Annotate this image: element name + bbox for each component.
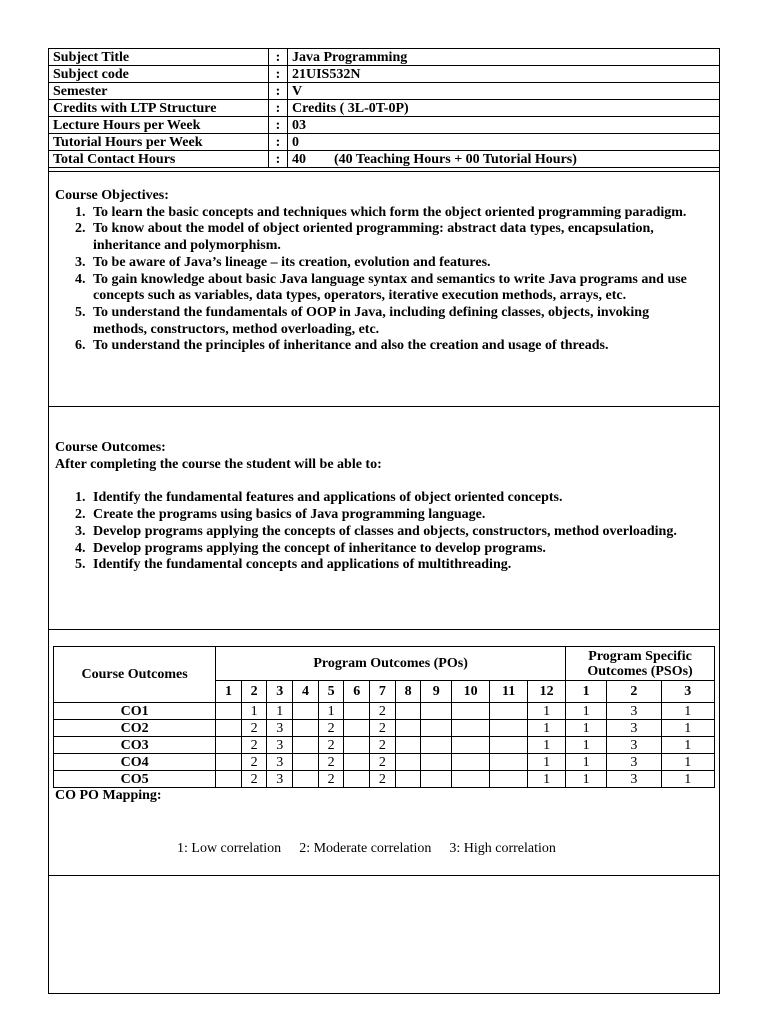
info-row-subject-title: [49, 49, 719, 66]
info-separator: :: [269, 151, 288, 168]
objectives-heading: Course Objectives:: [55, 188, 169, 203]
po-cell: 2: [318, 754, 344, 771]
objective-item: 4. To gain knowledge about basic Java language syntax and semantics to write Java programs and use concepts such as variables, data types, operators, iterative execution methods, arrays, etc.: [89, 272, 699, 305]
po-number: 1: [216, 681, 242, 703]
co-po-mapping-title: CO PO Mapping:: [55, 788, 162, 803]
outcomes-heading: Course Outcomes:: [55, 440, 166, 455]
mapping-row-co1: [54, 703, 715, 720]
pso-cell: 3: [607, 703, 661, 720]
po-cell: 1: [528, 703, 566, 720]
course-outcome-label: CO3: [54, 737, 216, 754]
po-cell: 1: [528, 737, 566, 754]
info-row-total-contact-hours: [49, 151, 719, 168]
legend-low: 1: Low correlation: [177, 841, 282, 856]
objective-item: 1. To learn the basic concepts and techniques which form the object oriented programming paradigm.: [89, 205, 699, 222]
po-cell: [395, 720, 421, 737]
po-cell: 2: [241, 771, 267, 788]
po-cell: 3: [267, 720, 293, 737]
objective-item: 5. To understand the fundamentals of OOP in Java, including defining classes, objects, invoking methods, constructors, method overloading, etc.: [89, 305, 699, 338]
objective-item: 6. To understand the principles of inheritance and also the creation and usage of threads.: [89, 338, 699, 355]
po-cell: [452, 771, 490, 788]
info-row-lecture-hours: [49, 117, 719, 134]
po-cell: 3: [267, 737, 293, 754]
po-cell: 2: [370, 720, 396, 737]
info-label: Tutorial Hours per Week: [49, 134, 269, 151]
program-outcomes-header: Program Outcomes (POs): [216, 647, 566, 681]
info-value: 21UIS532N: [288, 66, 720, 83]
po-cell: 2: [241, 720, 267, 737]
pso-cell: 1: [661, 703, 714, 720]
info-value: Credits ( 3L-0T-0P): [288, 100, 720, 117]
co-po-mapping-section: [49, 629, 719, 876]
po-cell: [395, 771, 421, 788]
outcome-item: 5. Identify the fundamental concepts and applications of multithreading.: [89, 557, 699, 574]
info-separator: :: [269, 117, 288, 134]
pso-cell: 1: [566, 771, 607, 788]
po-cell: [216, 771, 242, 788]
pso-cell: 1: [661, 737, 714, 754]
po-cell: [421, 703, 452, 720]
po-cell: [293, 720, 319, 737]
info-separator: :: [269, 134, 288, 151]
po-cell: [344, 720, 370, 737]
po-cell: 1: [528, 720, 566, 737]
po-number: 11: [490, 681, 528, 703]
mapping-row-co2: [54, 720, 715, 737]
po-number: 7: [370, 681, 396, 703]
info-label: Subject Title: [49, 49, 269, 66]
pso-number: 1: [566, 681, 607, 703]
outcome-item: 1. Identify the fundamental features and applications of object oriented concepts.: [89, 490, 699, 507]
mapping-row-co5: [54, 771, 715, 788]
po-number: 10: [452, 681, 490, 703]
po-cell: 1: [528, 771, 566, 788]
pso-cell: 1: [566, 754, 607, 771]
objective-item: 2. To know about the model of object oriented programming: abstract data types, encapsulation, inheritance and polymorphism.: [89, 221, 699, 254]
po-cell: 2: [241, 754, 267, 771]
po-cell: [452, 703, 490, 720]
info-value: [288, 151, 720, 168]
po-cell: [490, 771, 528, 788]
info-value: V: [288, 83, 720, 100]
po-cell: [293, 771, 319, 788]
po-cell: 1: [528, 754, 566, 771]
po-number: 3: [267, 681, 293, 703]
blank-section: [49, 875, 719, 994]
pso-cell: 3: [607, 771, 661, 788]
outcome-item: 2. Create the programs using basics of Java programming language.: [89, 507, 699, 524]
course-outcomes-section: [49, 406, 719, 630]
po-cell: [452, 737, 490, 754]
po-cell: 3: [267, 771, 293, 788]
pso-cell: 1: [661, 771, 714, 788]
po-cell: 2: [370, 754, 396, 771]
course-outcomes-header: Course Outcomes: [54, 647, 216, 703]
info-row-tutorial-hours: [49, 134, 719, 151]
pso-cell: 1: [566, 737, 607, 754]
mapping-row-co4: [54, 754, 715, 771]
po-cell: [395, 737, 421, 754]
po-number: 9: [421, 681, 452, 703]
pso-cell: 1: [566, 720, 607, 737]
outcomes-intro: After completing the course the student will be able to:: [55, 456, 382, 472]
subject-info-table: [49, 49, 719, 168]
course-outcome-label: CO1: [54, 703, 216, 720]
po-cell: [490, 720, 528, 737]
po-number: 6: [344, 681, 370, 703]
po-cell: [395, 754, 421, 771]
mapping-row-co3: [54, 737, 715, 754]
correlation-legend: [177, 841, 556, 857]
po-number: 8: [395, 681, 421, 703]
pso-cell: 1: [661, 754, 714, 771]
legend-high: 3: High correlation: [449, 841, 556, 856]
pso-cell: 3: [607, 720, 661, 737]
info-row-subject-code: [49, 66, 719, 83]
outcome-item: 4. Develop programs applying the concept of inheritance to develop programs.: [89, 541, 699, 558]
po-cell: 1: [267, 703, 293, 720]
info-value-hours: 40: [292, 151, 306, 167]
po-number: 2: [241, 681, 267, 703]
mapping-body: [54, 703, 715, 788]
info-separator: :: [269, 49, 288, 66]
pso-number: 3: [661, 681, 714, 703]
po-cell: 2: [241, 737, 267, 754]
po-cell: [421, 754, 452, 771]
info-separator: :: [269, 66, 288, 83]
po-cell: 2: [370, 737, 396, 754]
po-cell: 2: [318, 720, 344, 737]
po-cell: [216, 703, 242, 720]
mapping-header-row: [54, 647, 715, 681]
po-number: 5: [318, 681, 344, 703]
po-cell: [452, 754, 490, 771]
outcome-item: 3. Develop programs applying the concepts of classes and objects, constructors, method overloading.: [89, 524, 699, 541]
info-label: Lecture Hours per Week: [49, 117, 269, 134]
objective-item: 3. To be aware of Java’s lineage – its creation, evolution and features.: [89, 255, 699, 272]
po-cell: [293, 754, 319, 771]
po-cell: 2: [318, 771, 344, 788]
objectives-list: [55, 205, 699, 355]
program-specific-outcomes-header: Program Specific Outcomes (PSOs): [566, 647, 715, 681]
po-cell: [344, 754, 370, 771]
po-cell: 2: [370, 703, 396, 720]
info-value: 0: [288, 134, 720, 151]
info-value: 03: [288, 117, 720, 134]
po-cell: [216, 720, 242, 737]
po-cell: [421, 771, 452, 788]
po-cell: [216, 737, 242, 754]
info-label: Subject code: [49, 66, 269, 83]
pso-number: 2: [607, 681, 661, 703]
info-value: Java Programming: [288, 49, 720, 66]
info-separator: :: [269, 100, 288, 117]
info-row-semester: [49, 83, 719, 100]
po-cell: [344, 771, 370, 788]
pso-cell: 3: [607, 737, 661, 754]
po-cell: [490, 754, 528, 771]
course-outcome-label: CO4: [54, 754, 216, 771]
pso-cell: 1: [566, 703, 607, 720]
po-cell: 2: [318, 737, 344, 754]
po-cell: [395, 703, 421, 720]
po-cell: 2: [370, 771, 396, 788]
info-label: Semester: [49, 83, 269, 100]
pso-cell: 1: [661, 720, 714, 737]
pso-cell: 3: [607, 754, 661, 771]
po-cell: [490, 737, 528, 754]
po-cell: [421, 737, 452, 754]
po-number: 4: [293, 681, 319, 703]
co-po-mapping-table: [53, 646, 715, 788]
course-outcome-label: CO5: [54, 771, 216, 788]
info-row-credits: [49, 100, 719, 117]
po-cell: [216, 754, 242, 771]
po-cell: 3: [267, 754, 293, 771]
po-cell: [344, 737, 370, 754]
po-cell: 1: [318, 703, 344, 720]
info-label: Credits with LTP Structure: [49, 100, 269, 117]
po-cell: [490, 703, 528, 720]
po-cell: 1: [241, 703, 267, 720]
po-cell: [293, 703, 319, 720]
po-number: 12: [528, 681, 566, 703]
info-separator: :: [269, 83, 288, 100]
po-cell: [293, 737, 319, 754]
course-outcome-label: CO2: [54, 720, 216, 737]
info-label: Total Contact Hours: [49, 151, 269, 168]
syllabus-page: [48, 48, 720, 994]
info-value-note: (40 Teaching Hours + 00 Tutorial Hours): [334, 151, 577, 167]
legend-moderate: 2: Moderate correlation: [299, 841, 432, 856]
po-cell: [421, 720, 452, 737]
outcomes-list: [55, 490, 699, 574]
po-cell: [344, 703, 370, 720]
course-objectives-section: [49, 171, 719, 407]
po-cell: [452, 720, 490, 737]
